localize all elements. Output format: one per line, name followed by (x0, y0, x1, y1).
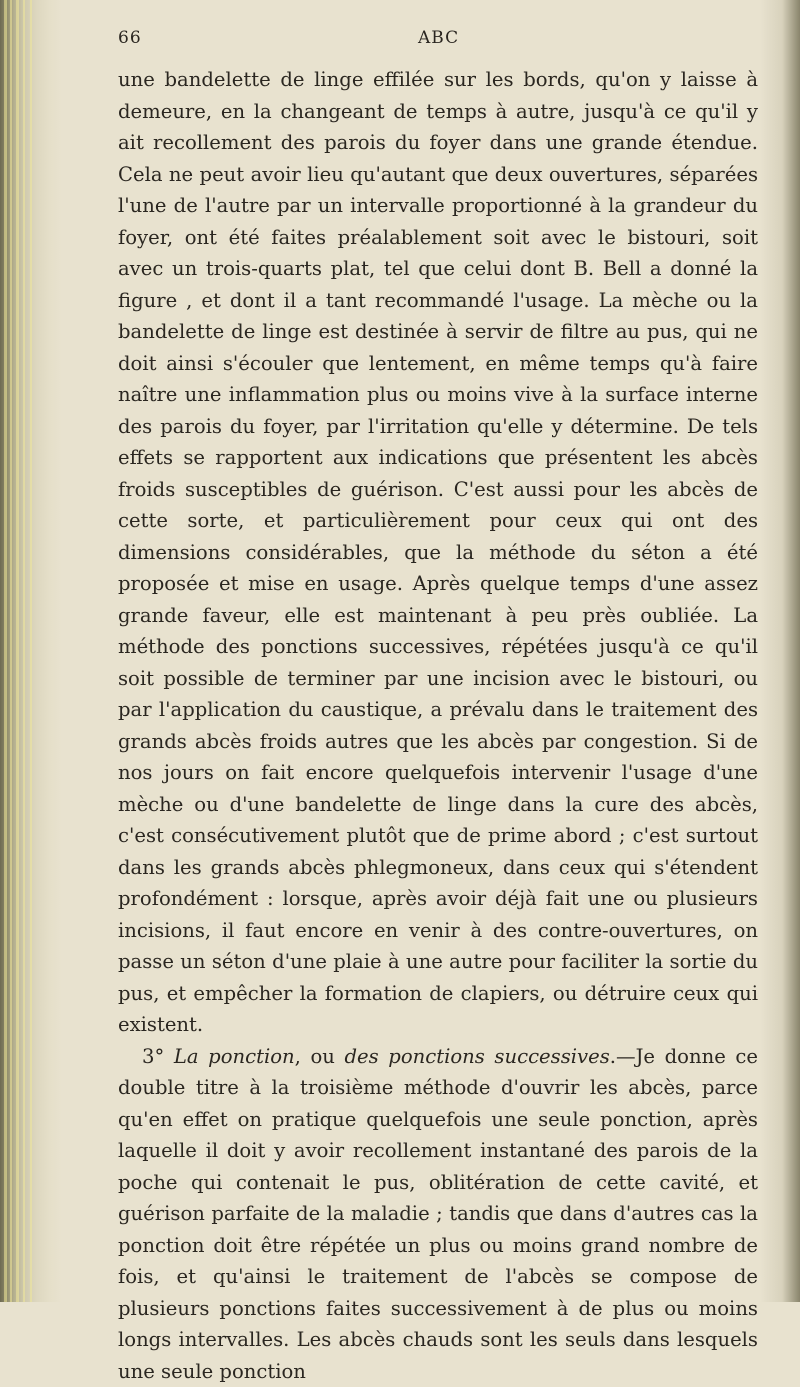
running-head (118, 28, 758, 64)
paragraph-text: .—Je donne ce double titre à la troisième méthode d'ouvrir les abcès, parce qu'en effet on pratique quelquefois une seule ponction, après laquelle il doit y avoir recollement instantané des parois de la poche qui contenait le pus, oblitération de cette cavité, et guérison parfaite de la maladie ; tandis que dans d'autres cas la ponction doit être répétée un plus ou moins grand nombre de fois, et qu'ainsi le traitement de l'abcès se compose de plusieurs ponctions faites successivement à de plus ou moins longs intervalles. Les abcès chauds sont les seuls dans lesquels une seule ponction (118, 1045, 758, 1383)
binding-gutter (0, 0, 62, 1302)
page-edge-shadow (760, 0, 800, 1302)
book-page (118, 28, 758, 1387)
running-title: ABC (418, 28, 459, 48)
paragraph-2 (118, 1041, 758, 1387)
paragraph-1 (118, 64, 758, 1041)
page-number: 66 (118, 28, 142, 48)
section-title-italic: La ponction (174, 1045, 295, 1068)
section-number: 3° (142, 1045, 174, 1068)
body-text (118, 64, 758, 1387)
paragraph-text: une bandelette de linge effilée sur les bords, qu'on y laisse à demeure, en la changeant de temps à autre, jusqu'à ce qu'il y ait recollement des parois du foyer dans une grande étendue. Cela ne peut avoir lieu qu'autant que deux ouvertures, séparées l'une de l'autre par un intervalle proportionné à la grandeur du foyer, ont été faites préalablement soit avec le bistouri, soit avec un trois-quarts plat, tel que celui dont B. Bell a donné la figure , et dont il a tant recommandé l'usage. La mèche ou la bandelette de linge est destinée à servir de filtre au pus, qui ne doit ainsi s'écouler que lentement, en même temps qu'à faire naître une inflammation plus ou moins vive à la surface interne des parois du foyer, par l'irritation qu'elle y détermine. De tels effets se rapportent aux indications que présentent les abcès froids susceptibles de guérison. C'est aussi pour les abcès de cette sorte, et particulièrement pour ceux qui ont des dimensions considérables, que la méthode du séton a été proposée et mise en usage. Après quelque temps d'une assez grande faveur, elle est maintenant à peu près oubliée. La méthode des ponctions successives, répétées jusqu'à ce qu'il soit possible de terminer par une incision avec le bistouri, ou par l'application du caustique, a prévalu dans le traitement des grands abcès froids autres que les abcès par congestion. Si de nos jours on fait encore quelquefois intervenir l'usage d'une mèche ou d'une bandelette de linge dans la cure des abcès, c'est consécutivement plutôt que de prime abord ; c'est surtout dans les grands abcès phlegmoneux, dans ceux qui s'étendent profondément : lorsque, après avoir déjà fait une ou plusieurs incisions, il faut encore en venir à des contre-ouvertures, on passe un séton d'une plaie à une autre pour faciliter la sortie du pus, et empêcher la formation de clapiers, ou détruire ceux qui existent. (118, 68, 758, 1036)
paragraph-text: , ou (295, 1045, 345, 1068)
section-subtitle-italic: des ponctions successives (345, 1045, 610, 1068)
